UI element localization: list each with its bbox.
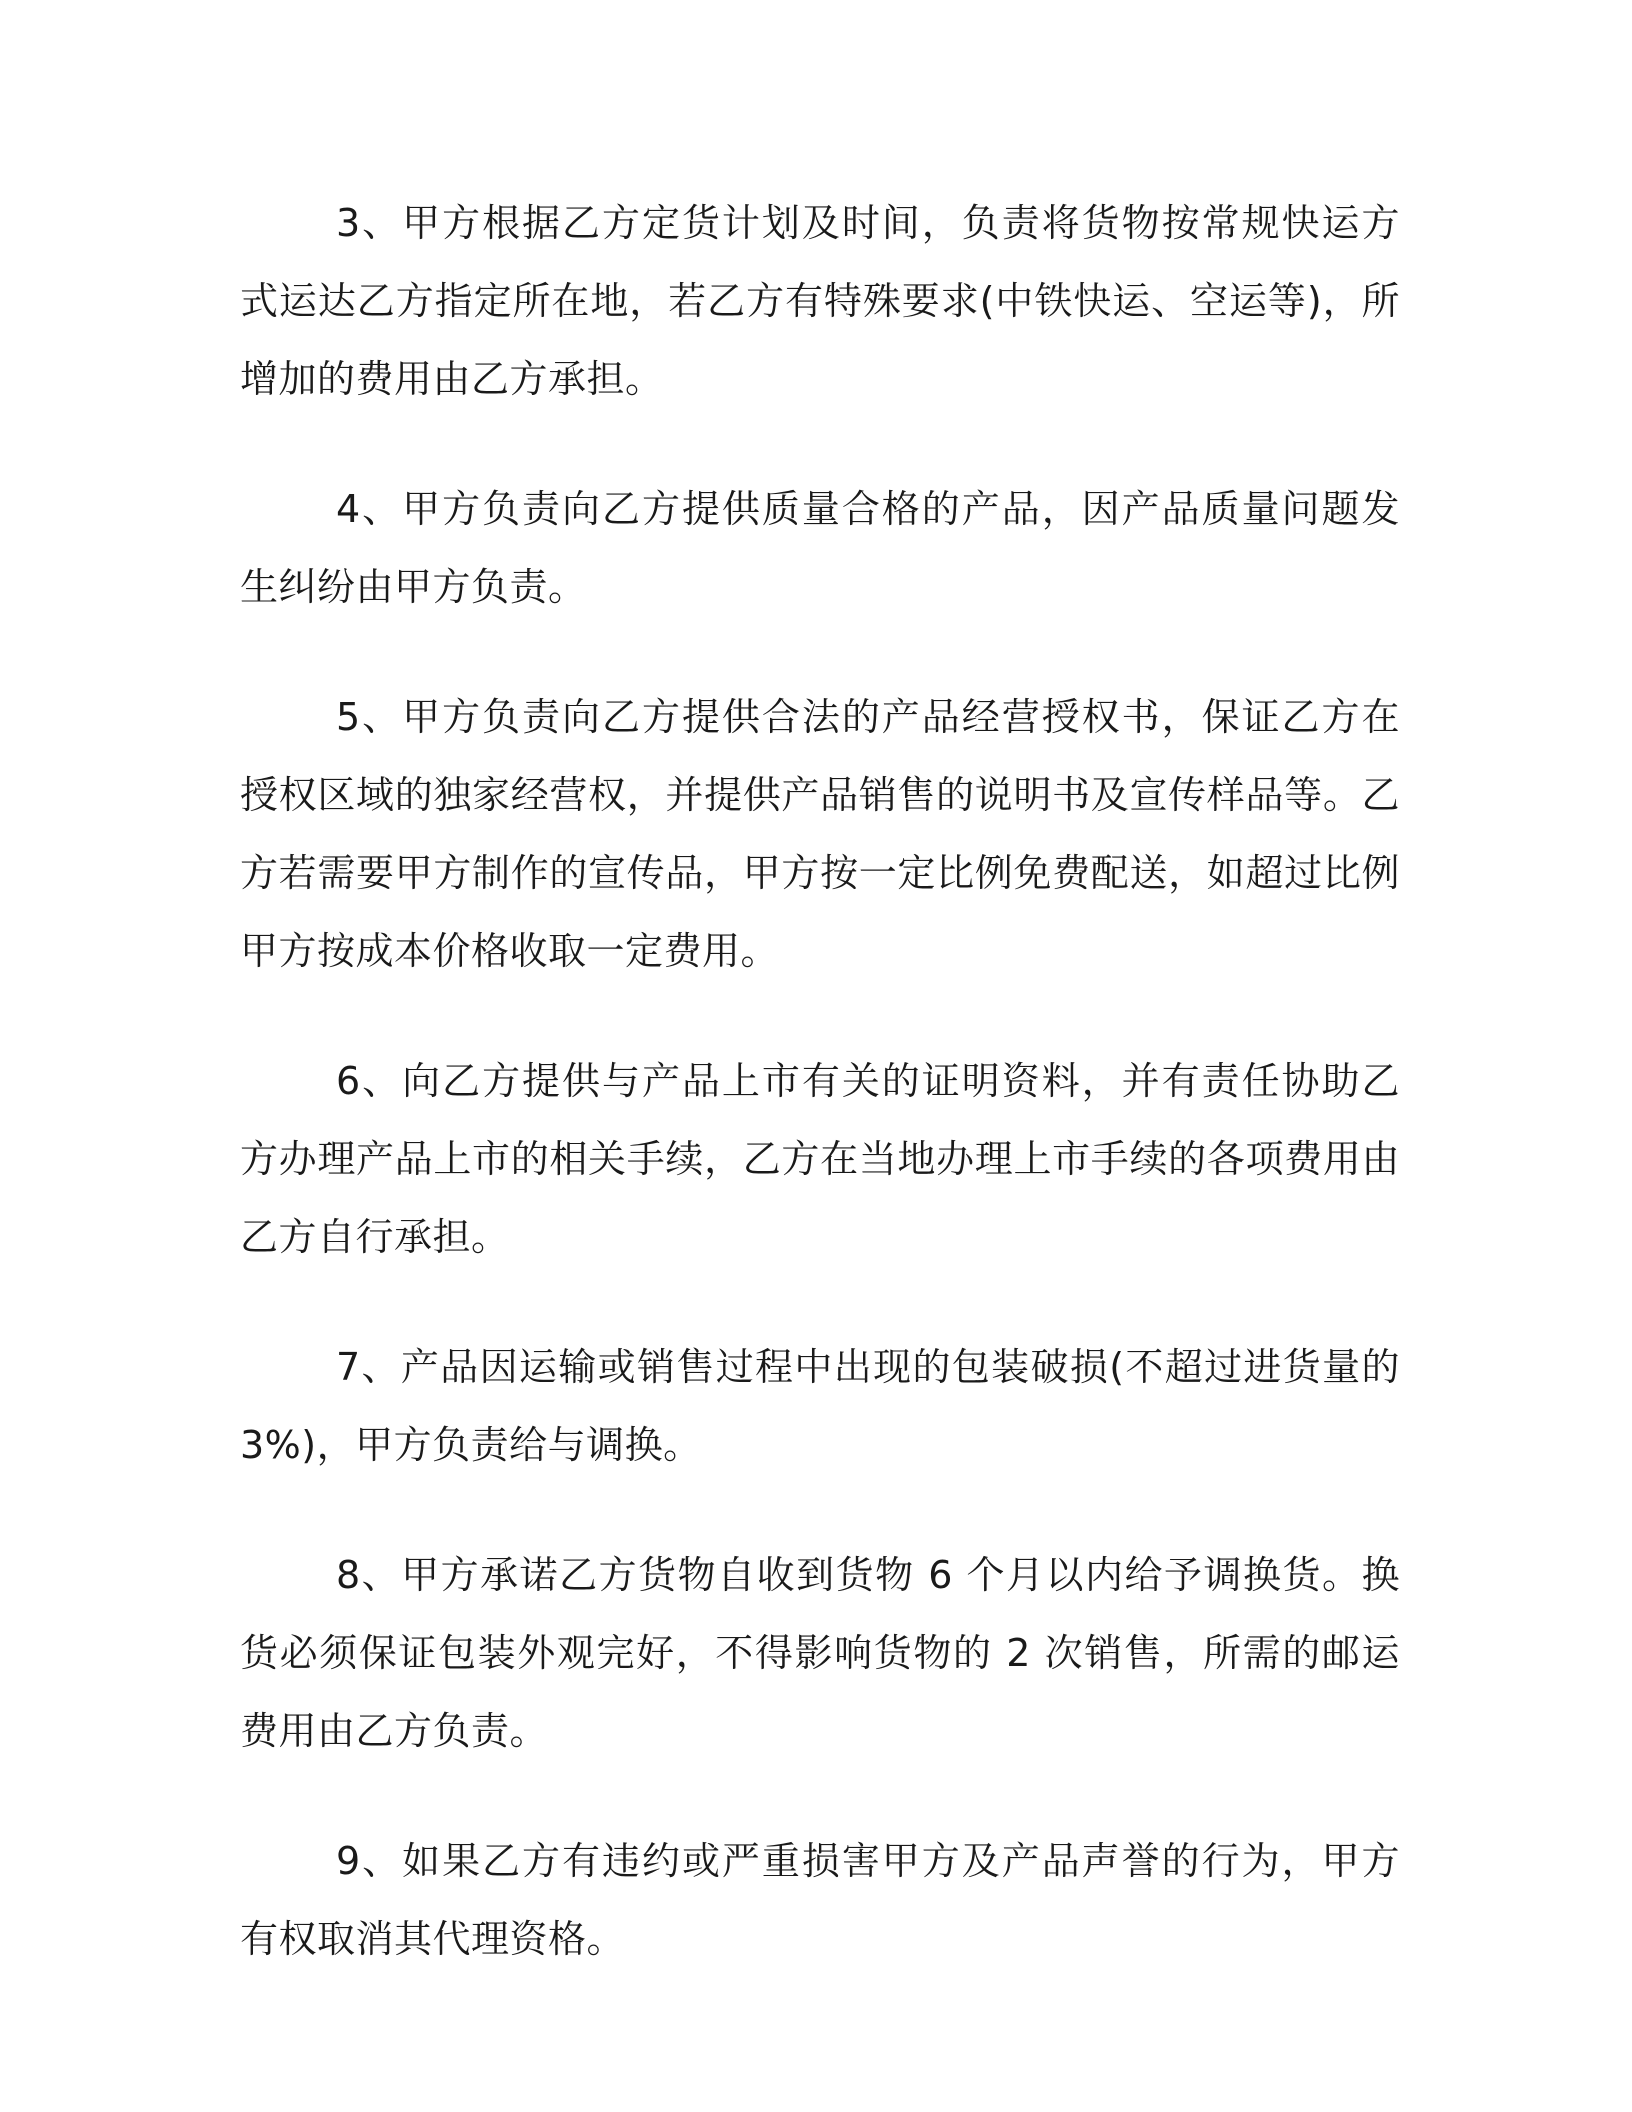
clause-4: 4、甲方负责向乙方提供质量合格的产品，因产品质量问题发生纠纷由甲方负责。: [240, 487, 1400, 609]
clause-5: 5、甲方负责向乙方提供合法的产品经营授权书，保证乙方在授权区域的独家经营权，并提供产品销售的说明书及宣传样品等。乙方若需要甲方制作的宣传品，甲方按一定比例免费配送，如超过比例甲方按成本价格收取一定费用。: [240, 695, 1400, 973]
document-body: [240, 184, 1400, 2030]
clause-9: 9、如果乙方有违约或严重损害甲方及产品声誉的行为，甲方有权取消其代理资格。: [240, 1839, 1400, 1961]
clause-7: 7、产品因运输或销售过程中出现的包装破损(不超过进货量的3%)，甲方负责给与调换。: [240, 1345, 1400, 1467]
clause-3: 3、甲方根据乙方定货计划及时间，负责将货物按常规快运方式运达乙方指定所在地，若乙方有特殊要求(中铁快运、空运等)，所增加的费用由乙方承担。: [240, 201, 1400, 401]
clause-8: 8、甲方承诺乙方货物自收到货物 6 个月以内给予调换货。换货必须保证包装外观完好，不得影响货物的 2 次销售，所需的邮运费用由乙方负责。: [240, 1553, 1400, 1753]
clause-6: 6、向乙方提供与产品上市有关的证明资料，并有责任协助乙方办理产品上市的相关手续，乙方在当地办理上市手续的各项费用由乙方自行承担。: [240, 1059, 1400, 1259]
